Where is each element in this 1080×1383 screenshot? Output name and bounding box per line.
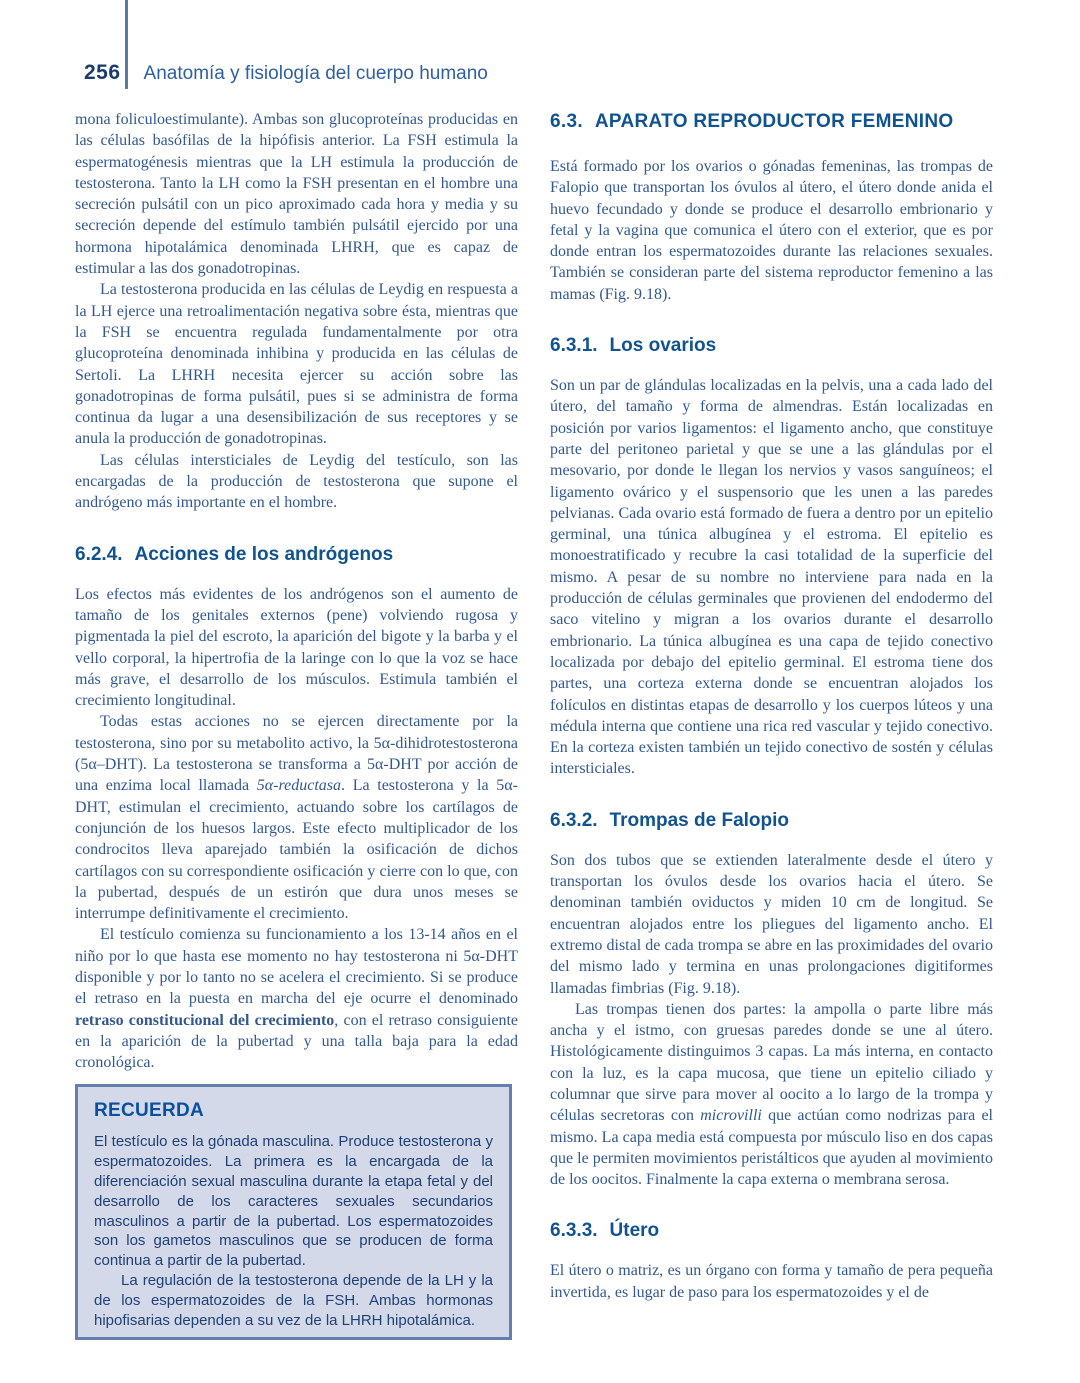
- right-column: [550, 109, 993, 1340]
- section-number: 6.3.3.: [550, 1220, 598, 1242]
- section-number: 6.3.: [550, 111, 583, 132]
- paragraph-dht-metabolite: Todas estas acciones no se ejercen directamente por la testosterona, sino por su metabolito activo, la 5α-dihidrotestosterona (5α–DHT). La testosterona se transforma a 5α-DHT por acción de una enzima local llamada 5α-reductasa. La testosterona y la 5α-DHT, estimulan el crecimiento, actuando sobre los cartílagos de conjunción de los huesos largos. Este efecto multiplicador de los condrocitos lleva aparejado también la osificación de dichos cartílagos con su correspondiente osificación y cierre con lo que, con la pubertad, después de un estirón que dura unos meses se interrumpe definitivamente el crecimiento.: [75, 713, 518, 923]
- section-title: Los ovarios: [609, 335, 717, 357]
- book-title: Anatomía y fisiología del cuerpo humano: [143, 63, 488, 84]
- recuerda-box: [75, 1084, 512, 1340]
- section-title: APARATO REPRODUCTOR FEMENINO: [594, 111, 954, 132]
- paragraph-interstitial-cells: Las células intersticiales de Leydig del testículo, son las encargadas de la producción de testosterona que supone el andrógeno más importante en el hombre.: [75, 451, 518, 512]
- paragraph-leydig-feedback: La testosterona producida en las células de Leydig en respuesta a la LH ejerce una retroalimentación negativa sobre ésta, mientras que la FSH se encuentra regulada fundamentalmente por otra glucoproteína denominada inhibina y producida en las células de Sertoli. La LHRH necesita ejercer su acción sobre las gonadotropinas de forma pulsátil, pues si se administra de forma continua da lugar a una desensibilización de sus receptores y se anula la producción de gonadotropinas.: [75, 281, 518, 448]
- paragraph-ovaries: Son un par de glándulas localizadas en la pelvis, una a cada lado del útero, del tamaño y forma de almendras. Están localizadas en posición por varios ligamentos: el ligamento ancho, que constituye parte del peritoneo parietal y que se une a las glándulas por el mesovario, por donde le llegan los nervios y vasos sanguíneos; el ligamento ovárico y el suspensorio que les unen a las paredes pelvianas. Cada ovario está formado de fuera a dentro por un epitelio germinal, una túnica albugínea y el estroma. El epitelio es monoestratificado y recubre la casi totalidad de la superficie del mismo. A pesar de su nombre no interviene para nada en la producción de células germinales que provienen del endodermo del saco vitelino y migran a los ovarios durante el desarrollo embrionario. La túnica albugínea es una capa de tejido conectivo localizada por debajo del epitelio germinal. El estroma tiene dos partes, una corteza externa donde se encuentran alojados los folículos en distintas etapas de desarrollo y los cuerpos lúteos y una médula interna que contiene una rica red vascular y tejido conectivo. En la corteza existen también un tejido conectivo de sostén y células intersticiales.: [550, 377, 993, 778]
- paragraph-female-apparatus: Está formado por los ovarios o gónadas femeninas, las trompas de Falopio que transportan los óvulos al útero, el útero donde anida el huevo fecundado y donde se produce el desarrollo embrionario y fetal y la vagina que comunica el útero con el exterior, que es por donde entran los espermatozoides durante las relaciones sexuales. También se consideran parte del sistema reproductor femenino a las mamas (Fig. 9.18).: [550, 158, 993, 303]
- section-title: Útero: [609, 1220, 660, 1242]
- paragraph-gonadotropins: mona foliculoestimulante). Ambas son glucoproteínas producidas en las células basófilas de la hipófisis anterior. La FSH estimula la espermatogénesis mientras que la LH estimula la producción de testosterona. Tanto la LH como la FSH presentan en el hombre una secreción pulsátil con un pico aproximado cada hora y media y su secreción depende del estímulo también pulsátil ejercido por una hormona hipotalámica denominada LHRH, que es capaz de estimular a las dos gonadotropinas.: [75, 111, 518, 278]
- recuerda-paragraph: El testículo es la gónada masculina. Produce testosterona y espermatozoides. La primera es la encargada de la diferenciación sexual masculina durante la etapa fetal y del desarrollo de los caracteres sexuales secundarios masculinos a partir de la pubertad. Los espermatozoides son los gametos masculinos que se producen de forma continua a partir de la pubertad.: [94, 1133, 493, 1270]
- paragraph-androgen-effects: Los efectos más evidentes de los andrógenos son el aumento de tamaño de los genitales externos (pene) volviendo rugosa y pigmentada la piel del escroto, la aparición del bigote y la barba y el vello corporal, la hipertrofia de la laringe con lo que la voz se hace más grave, el desarrollo de los músculos. Estimula también el crecimiento longitudinal.: [75, 585, 518, 710]
- section-heading-6-3: [550, 111, 993, 133]
- section-heading-6-3-1: [550, 335, 993, 357]
- section-number: 6.3.1.: [550, 335, 598, 357]
- section-title: Acciones de los andrógenos: [134, 543, 394, 565]
- paragraph-testicle-onset: El testículo comienza su funcionamiento a los 13-14 años en el niño por lo que hasta ese momento no hay testosterona ni 5α-DHT disponible y por lo tanto no se acelera el crecimiento. Si se produce el retraso en la puesta en marcha del eje ocurre el denominado retraso constitucional del crecimiento, con el retraso consiguiente en la aparición de la pubertad y una talla baja para la edad cronológica.: [75, 926, 519, 1072]
- paragraph-tube-parts: Las trompas tienen dos partes: la ampolla o parte libre más ancha y el istmo, con gruesas paredes donde se une al útero. Histológicamente distinguimos 3 capas. La más interna, en contacto con la luz, es la capa mucosa, que tiene un epitelio ciliado y columnar que sirve para mover al oocito a lo largo de la trompa y células secretoras con microvilli que actúan como nodrizas para el mismo. La capa media está compuesta por músculo liso en dos capas que le permiten movimientos peristálticos que ayuden al movimiento de los oocitos. Finalmente la capa externa o membrana serosa.: [550, 1000, 993, 1189]
- section-title: Trompas de Falopio: [609, 809, 790, 831]
- left-column: [75, 109, 518, 1340]
- section-heading-6-2-4: [75, 544, 518, 566]
- recuerda-paragraph: La regulación de la testosterona depende de la LH y la de los espermatozoides de la FSH. Ambas hormonas hipofisarias dependen a su vez de la LHRH hipotalámica.: [94, 1272, 493, 1329]
- paragraph-uterus: El útero o matriz, es un órgano con forma y tamaño de pera pequeña invertida, es lugar de paso para los espermatozoides y el de: [550, 1262, 993, 1301]
- section-heading-6-3-3: [550, 1220, 993, 1242]
- paragraph-fallopian-tubes: Son dos tubos que se extienden lateralmente desde el útero y transportan los óvulos desde los ovarios hacia el útero. Se denominan también oviductos y miden 10 cm de longitud. Se encuentran alojados entre los pliegues del ligamento ancho. El extremo distal de cada trompa se abre en las proximidades del ovario del mismo lado y termina en unas prolongaciones digitiformes llamadas fimbrias (Fig. 9.18).: [550, 851, 993, 997]
- section-number: 6.3.2.: [550, 809, 598, 831]
- section-number: 6.2.4.: [75, 543, 123, 565]
- section-heading-6-3-2: [550, 810, 993, 832]
- page-header: [84, 61, 488, 85]
- page-number: 256: [84, 61, 121, 84]
- two-column-body: [75, 109, 993, 1340]
- recuerda-title: RECUERDA: [94, 1100, 205, 1122]
